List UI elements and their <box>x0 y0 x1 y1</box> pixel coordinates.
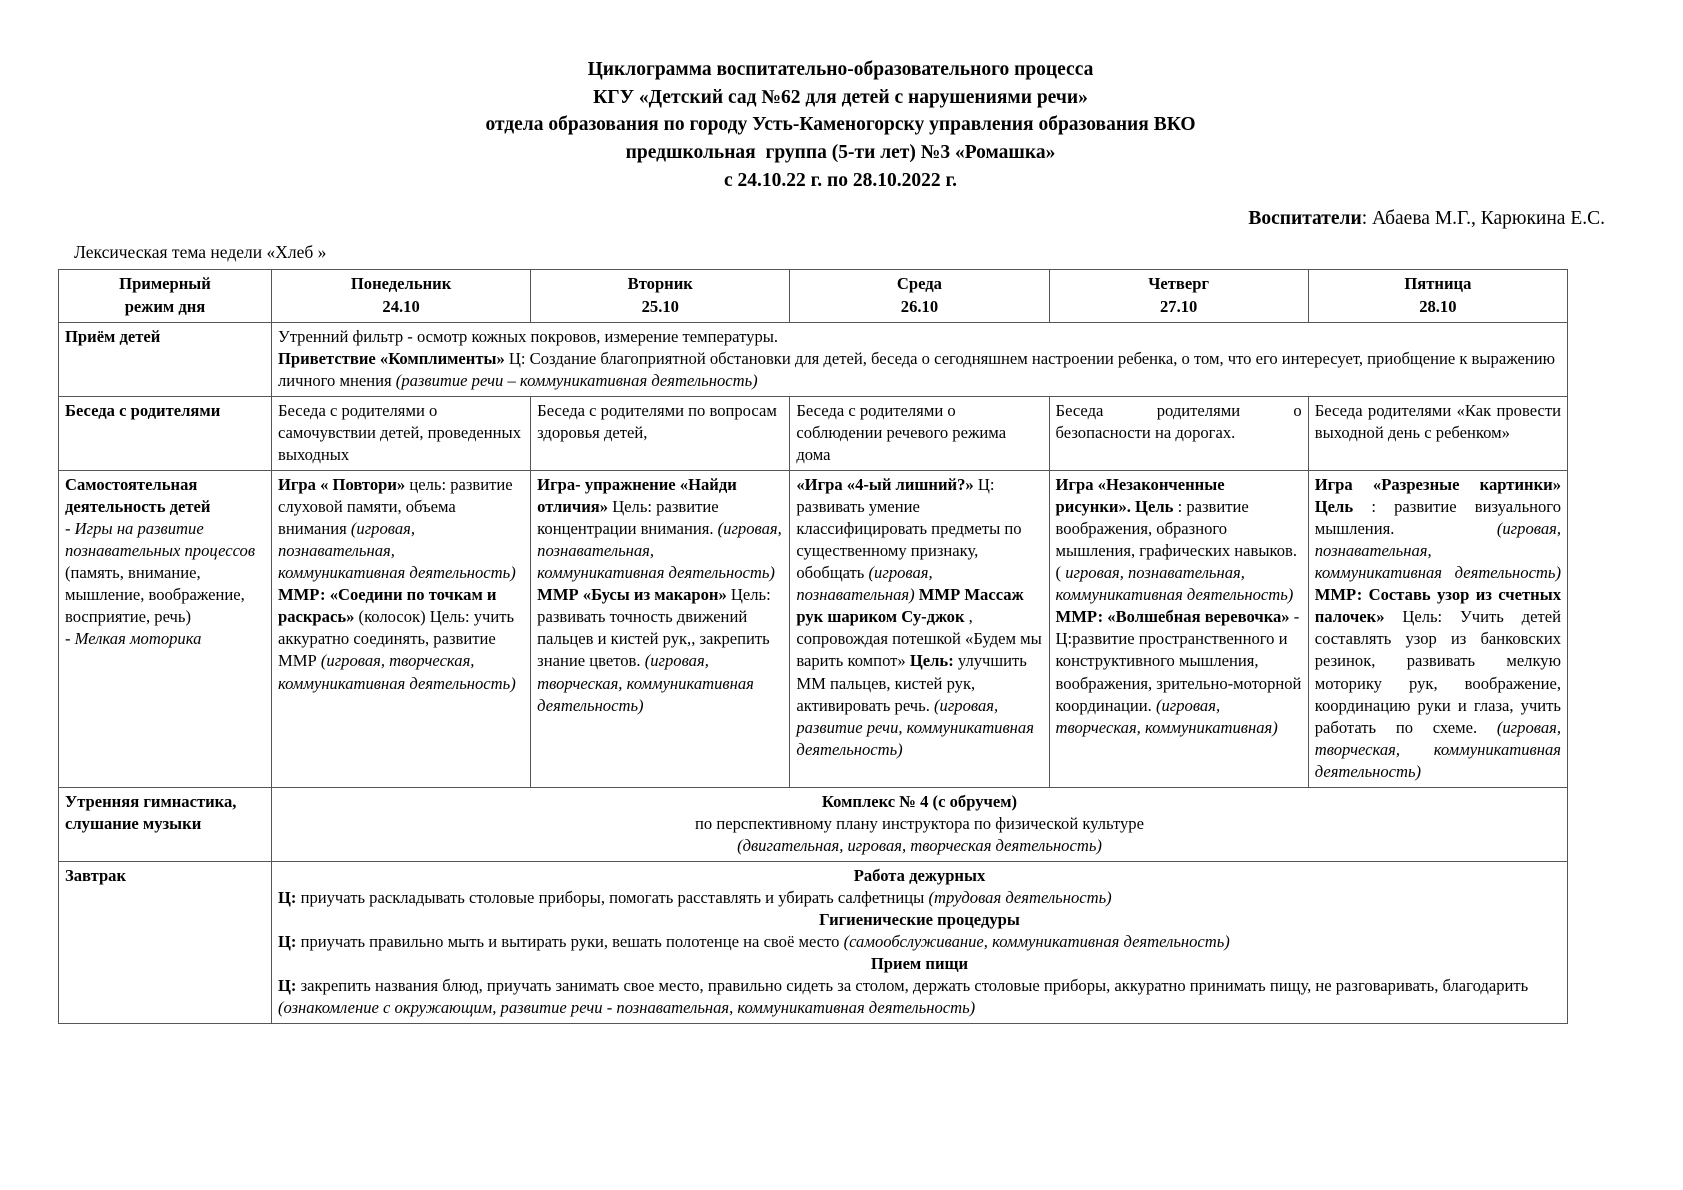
column-header-regime <box>59 270 272 322</box>
document-header <box>58 56 1623 194</box>
column-header-date: 27.10 <box>1159 296 1198 316</box>
column-header-date: 28.10 <box>1419 296 1457 316</box>
header-line-5: с 24.10.22 г. по 28.10.2022 г. <box>723 169 958 191</box>
text-run: Ц: развивать умение классифицировать предметы по существенному признаку, обобщать <box>796 474 1022 583</box>
samost-thursday <box>1049 470 1308 787</box>
samost-tuesday <box>531 470 790 787</box>
table-row-gimnastika <box>59 787 1568 861</box>
text-run: игровая, познавательная, коммуникативная деятельность) <box>1055 563 1294 605</box>
priem-italic: (развитие речи – коммуникативная деятельность) <box>395 370 758 390</box>
samost-label-bold: Самостоятельная деятельность детей <box>65 474 211 516</box>
column-header-monday <box>271 270 530 322</box>
text-run: Игра- упражнение «Найди отличия» <box>537 474 737 516</box>
zavtrak-text-3 <box>278 975 1561 1019</box>
header-line-4: предшкольная группа (5-ти лет) №3 «Ромашка» <box>625 142 1056 164</box>
text-run: улучшить ММ пальцев, кистей рук, активировать речь. <box>796 651 1027 715</box>
zavtrak-heading-2: Гигиенические процедуры <box>819 910 1020 930</box>
column-header-tuesday <box>531 270 790 322</box>
zavtrak-goal-2: Ц: <box>277 932 297 952</box>
priem-line-1: Утренний фильтр - осмотр кожных покровов, измерение температуры. <box>277 326 779 346</box>
zavtrak-heading-3: Прием пищи <box>870 954 969 974</box>
samost-label-italic-2: - Мелкая моторика <box>65 629 202 649</box>
text-run: Цель: Учить детей составлять узор из банковских резинок, развивать мелкую моторику рук, воображение, координацию руки и глаза, учить работать по схеме. <box>1314 607 1561 737</box>
samost-friday <box>1308 470 1567 787</box>
table-row-samostoyatelnaya <box>59 470 1568 787</box>
header-line-1: Циклограмма воспитательно-образовательного процесса <box>587 59 1094 80</box>
text-run: ММР: «Волшебная веревочка» <box>1055 607 1294 627</box>
zavtrak-italic-3: (ознакомление с окружающим, развитие речи - познавательная, коммуникативная деятельность) <box>277 998 976 1018</box>
text-run: (игровая, познавательная, коммуникативная деятельность) <box>537 519 782 583</box>
samost-label-italic-1: - Игры на развитие познавательных процессов <box>65 519 256 561</box>
column-header-friday <box>1308 270 1567 322</box>
text-run: цель: развитие слуховой памяти, объема внимания <box>277 474 513 539</box>
text-run: (игровая, творческая, коммуникативная) <box>1055 695 1278 737</box>
column-header-title: Понедельник <box>350 274 452 294</box>
column-header-title: Примерный <box>119 274 211 294</box>
teachers-label: Воспитатели <box>1248 208 1362 230</box>
zavtrak-text-2 <box>278 931 1561 953</box>
text-run: Игра «Незаконченные рисунки». Цель <box>1055 474 1225 516</box>
text-run: : развитие воображения, образного мышления, графических навыков. ( <box>1055 497 1298 583</box>
text-run: (игровая, творческая, коммуникативная деятельность) <box>537 651 754 715</box>
zavtrak-italic-1: (трудовая деятельность) <box>928 888 1112 908</box>
text-run: ММР «Бусы из макарон» <box>537 585 731 605</box>
zavtrak-heading-1: Работа дежурных <box>853 866 986 885</box>
text-run: Цель: <box>909 651 958 671</box>
teachers-line <box>58 208 1623 230</box>
column-header-sub: режим дня <box>124 296 206 316</box>
priem-rest: Ц: Создание благоприятной обстановки для детей, беседа о сегодняшнем настроении ребенка, о том, что его интересует, приобщение к выражению личного мнения <box>277 348 1555 390</box>
table-row-beseda <box>59 396 1568 470</box>
gimnastika-line-3: (двигательная, игровая, творческая деятельность) <box>737 835 1102 855</box>
column-header-thursday <box>1049 270 1308 322</box>
row-label-zavtrak: Завтрак <box>59 862 272 1024</box>
column-header-date: 24.10 <box>382 296 420 316</box>
column-header-title: Вторник <box>627 274 693 294</box>
text-run: Цель: развивать точность движений пальцев и кистей рук,, закрепить знание цветов. <box>537 585 771 671</box>
row-label-beseda: Беседа с родителями <box>59 396 272 470</box>
zavtrak-rest-1: приучать раскладывать столовые приборы, помогать расставлять и убирать салфетницы <box>296 888 929 908</box>
row-content-zavtrak <box>271 862 1567 1024</box>
samost-monday <box>271 470 530 787</box>
zavtrak-rest-3: закрепить названия блюд, приучать занимать свое место, правильно сидеть за столом, держать столовые приборы, аккуратно принимать пищу, не разговаривать, благодарить <box>296 976 1529 996</box>
zavtrak-goal-3: Ц: <box>277 976 297 996</box>
row-content-priem-detey <box>271 322 1567 396</box>
row-label-samostoyatelnaya <box>59 470 272 787</box>
zavtrak-goal-1: Ц: <box>277 888 297 908</box>
text-run: (игровая, развитие речи, коммуникативная деятельность) <box>796 695 1034 759</box>
column-header-title: Четверг <box>1148 274 1210 294</box>
text-run: (игровая, творческая, коммуникативная деятельность) <box>277 651 516 693</box>
column-header-date: 25.10 <box>641 296 679 316</box>
row-content-gimnastika <box>271 787 1567 861</box>
text-run: (игровая, познавательная) <box>796 563 933 605</box>
beseda-friday: Беседа родителями «Как провести выходной день с ребенком» <box>1308 396 1567 470</box>
table-header-row <box>59 270 1568 322</box>
table-row-priem-detey <box>59 322 1568 396</box>
cyclogram-table <box>58 269 1568 1024</box>
text-run: , сопровождая потешкой «Будем мы варить компот» <box>796 607 1042 671</box>
column-header-wednesday <box>790 270 1049 322</box>
text-run: Игра «Разрезные картинки» Цель <box>1314 474 1561 516</box>
column-header-title: Пятница <box>1404 274 1472 294</box>
beseda-tuesday: Беседа с родителями по вопросам здоровья детей, <box>531 396 790 470</box>
text-run: Цель: учить аккуратно соединять, развитие ММР <box>277 607 515 671</box>
row-label-priem-detey: Приём детей <box>59 322 272 396</box>
text-run: (игровая, творческая, коммуникативная деятельность) <box>1314 717 1561 781</box>
priem-bold: Приветствие «Комплименты» <box>277 348 505 368</box>
row-label-gimnastika: Утренняя гимнастика, слушание музыки <box>59 787 272 861</box>
text-run: Игра « Повтори» <box>277 474 410 494</box>
priem-line-2 <box>278 348 1561 392</box>
text-run: ММР: Составь узор из счетных палочек» <box>1314 585 1561 627</box>
gimnastika-line-2: по перспективному плану инструктора по физической культуре <box>695 813 1144 833</box>
text-run: ММР Массаж рук шариком Су-джок <box>796 585 1024 627</box>
beseda-monday: Беседа с родителями о самочувствии детей, проведенных выходных <box>271 396 530 470</box>
header-line-2: КГУ «Детский сад №62 для детей с нарушениями речи» <box>593 86 1088 108</box>
beseda-thursday: Беседа родителями о безопасности на дорогах. <box>1049 396 1308 470</box>
beseda-wednesday: Беседа с родителями о соблюдении речевого режима дома <box>790 396 1049 470</box>
table-row-zavtrak <box>59 862 1568 1024</box>
zavtrak-text-1 <box>278 887 1561 909</box>
text-run: (игровая, познавательная, коммуникативная деятельность) <box>277 519 516 583</box>
text-run: (колосок) <box>358 607 430 627</box>
samost-label-rest: (память, внимание, мышление, воображение, восприятие, речь) <box>65 563 245 627</box>
header-line-3: отдела образования по городу Усть-Каменогорску управления образования ВКО <box>485 114 1196 136</box>
lexical-theme: Лексическая тема недели «Хлеб » <box>74 242 327 263</box>
text-run: «Игра «4-ый лишний?» <box>796 474 978 494</box>
teachers-value: : Абаева М.Г., Карюкина Е.С. <box>1361 208 1605 230</box>
samost-wednesday <box>790 470 1049 787</box>
text-run: ММР: «Соедини по точкам и раскрась» <box>277 585 497 627</box>
text-run: Цель: развитие концентрации внимания. <box>537 497 719 539</box>
text-run: : развитие визуального мышления. <box>1314 497 1561 539</box>
text-run: (игровая, познавательная, коммуникативная деятельность) <box>1314 519 1561 583</box>
column-header-date: 26.10 <box>900 296 939 316</box>
zavtrak-italic-2: (самообслуживание, коммуникативная деятельность) <box>843 932 1230 952</box>
zavtrak-rest-2: приучать правильно мыть и вытирать руки, вешать полотенце на своё место <box>296 932 844 952</box>
column-header-title: Среда <box>896 274 942 294</box>
gimnastika-line-1: Комплекс № 4 (с обручем) <box>821 791 1018 811</box>
text-run: - Ц:развитие пространственного и конструктивного мышления, воображения, зрительно-моторной координации. <box>1055 607 1302 715</box>
